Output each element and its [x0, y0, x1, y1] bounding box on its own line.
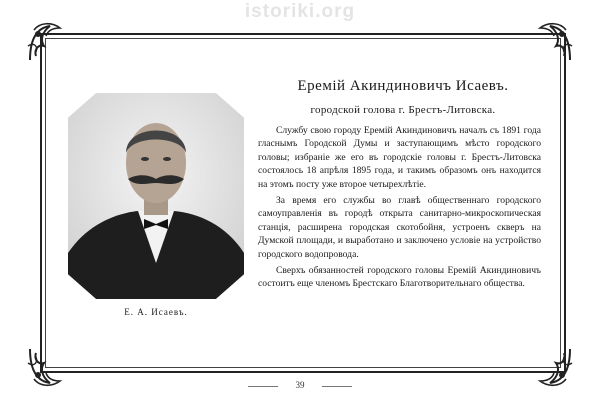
page-number: 39 [295, 380, 305, 390]
watermark: istoriki.org [244, 1, 356, 22]
article-body [258, 124, 541, 294]
portrait-photo [68, 93, 244, 299]
page-number-rule [322, 386, 352, 387]
paragraph: За время его службы во главѣ общественнаго городского самоуправленія въ городѣ открыта санитарно-микроскопическая станція, расширена городская скотобойня, устроенъ скверъ на Думской площади, и выработано и заключено условіе на устройство городского водопровода. [258, 195, 541, 260]
paragraph: Сверхъ обязанностей городского головы Еремій Акиндиновичъ состоитъ еще членомъ Брестскаго Благотворительнаго общества. [258, 265, 541, 290]
article-title: Еремій Акиндиновичъ Исаевъ. [297, 78, 509, 94]
article-subtitle: городской голова г. Брестъ-Литовска. [310, 104, 496, 116]
portrait-caption: Е. А. Исаевъ. [124, 307, 188, 317]
paragraph: Службу свою городу Еремій Акиндиновичъ началъ съ 1891 года гласнымъ Городской Думы и заступающимъ мѣсто городского головы; избраніе же его въ городскіе головы г. Брестъ-Литовска состоялось 18 апрѣля 1895 года, и такимъ образомъ онъ находится на этомъ посту уже второе четырехлѣтіе. [258, 125, 541, 190]
corner-ornament-icon [26, 20, 70, 64]
corner-ornament-icon [530, 20, 574, 64]
